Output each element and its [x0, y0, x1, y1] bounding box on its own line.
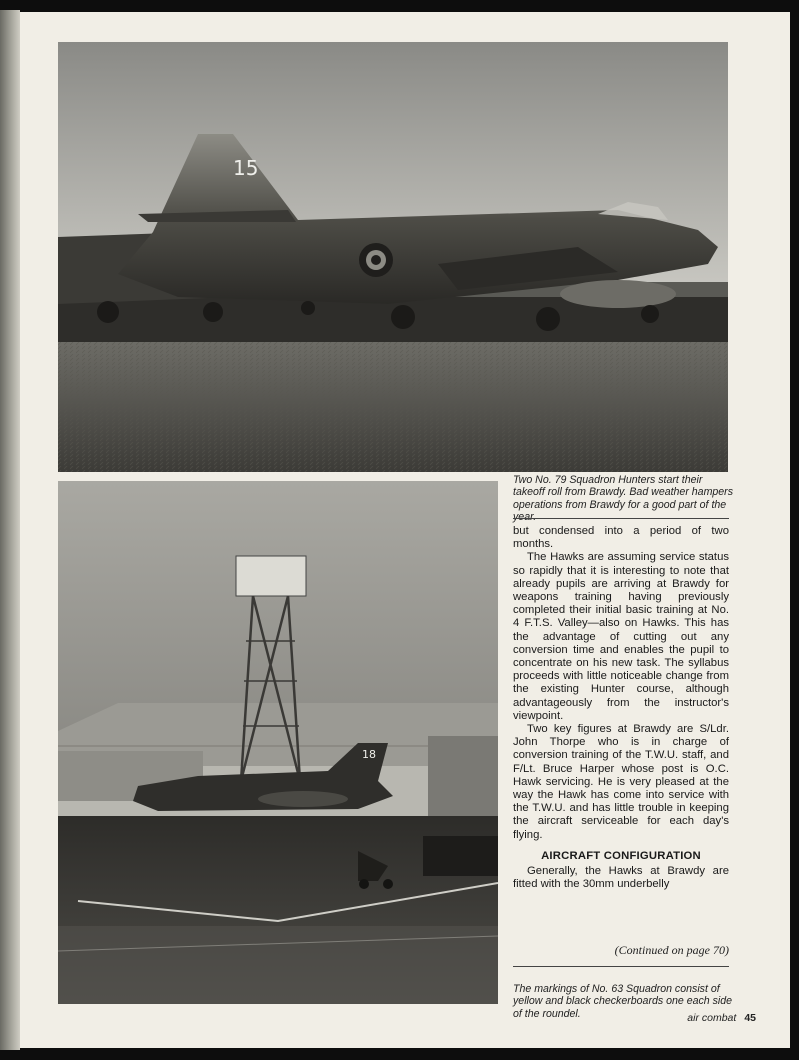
magazine-name: air combat — [687, 1012, 737, 1024]
article-paragraph: Two key figures at Brawdy are S/Ldr. John Thorpe who is in charge of conversion training of the T.W.U. staff, and F/Lt. Bruce Harper whose post is O.C. Hawk servicing. He is very pleased at the way the Hawk has come into service with the T.W.U. and has little trouble in keeping the aircraft serviceable for each day's flying. — [513, 723, 729, 841]
caption-divider — [513, 518, 729, 519]
article-paragraph: The Hawks are assuming service status so rapidly that it is interesting to note that already pupils are arriving at Brawdy for weapons training having previously completed their initial basic training at No. 4 F.T.S. Valley—also on Hawks. This has the advantage of cutting out any conversion time and enables the pupil to concentrate on his new task. The syllabus proceeds with little noticeable change from the existing Hunter course, although advantageously from the instructor's viewpoint. — [513, 551, 729, 722]
article-paragraph: but condensed into a period of two months. — [513, 525, 729, 551]
page-footer — [620, 1012, 756, 1024]
continued-note: (Continued on page 70) — [614, 943, 729, 957]
section-heading: AIRCRAFT CONFIGURATION — [541, 849, 701, 862]
article-paragraph: Generally, the Hawks at Brawdy are fitted with the 30mm underbelly — [513, 865, 729, 891]
hunter-jets-takeoff-photo — [58, 42, 728, 472]
svg-text:18: 18 — [362, 748, 376, 761]
svg-text:15: 15 — [233, 156, 259, 180]
page-number: 45 — [744, 1012, 756, 1024]
magazine-page — [20, 12, 790, 1048]
article-body — [513, 525, 729, 891]
bottom-photo-caption: The markings of No. 63 Squadron consist of yellow and black checkerboards one each side of the roundel. — [513, 982, 733, 1020]
caption-divider — [513, 966, 729, 967]
airfield-hangar-tower-photo — [58, 481, 498, 1004]
binding-spine — [0, 10, 20, 1050]
top-photo-caption: Two No. 79 Squadron Hunters start their takeoff roll from Brawdy. Bad weather hampers operations from Brawdy for a good part of the year. — [513, 473, 734, 524]
